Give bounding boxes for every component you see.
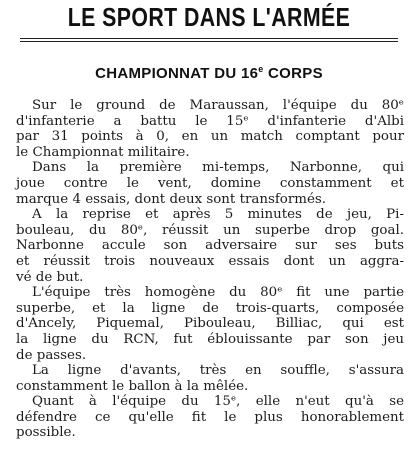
subhead-tail: CORPS [263,65,323,82]
text-line: A la reprise et après 5 minutes de jeu, Pi- [32,207,404,223]
text-line: joue contre le vent, domine constamment et [16,175,404,191]
text-line: possible. [16,425,76,441]
headline-rule [20,38,398,39]
subhead-text: CHAMPIONNAT DU 16 [95,65,259,82]
text-line: par 31 points à 0, en un match comptant pour [16,129,404,145]
text-line: Sur le ground de Maraussan, l'équipe du 80ᵉ [32,98,404,113]
text-line: d'infanterie a battu le 15ᵉ d'infanterie d'Albi [16,113,404,129]
text-line: marque 4 essais, dont deux sont transformés. [16,191,327,207]
text-line: la ligne du RCN, fut éblouissante par son jeu [16,331,404,347]
article-body [16,98,404,441]
headline: LE SPORT DANS L'ARMÉE [67,2,351,32]
text-line: Quant à l'équipe du 15ᵉ, elle n'eut qu'à se [32,394,404,410]
text-line: Dans la première mi-temps, Narbonne, qui [32,160,404,176]
text-line: superbe, et la ligne de trois-quarts, composée [16,300,404,316]
subheadline [0,64,418,82]
text-line: constamment le ballon à la mêlée. [16,378,249,394]
headline-rule-thin [20,41,398,42]
text-line: défendre ce qu'elle fit le plus honorablement [16,409,404,425]
text-line: et réussit trois nouveaux essais dont un aggra- [16,253,404,269]
text-line: de passes. [16,347,87,363]
text-line: le Championnat militaire. [16,144,190,160]
subhead-ordinal: e [258,64,264,74]
text-line: vé de but. [16,269,84,285]
text-line: d'Ancely, Piquemal, Pibouleau, Billiac, qui est [16,316,404,332]
text-line: La ligne d'avants, très en souffle, s'assura [32,363,404,379]
text-line: L'équipe très homogène du 80ᵉ fit une partie [32,285,404,301]
text-line: bouleau, du 80ᵉ, réussit un superbe drop goal. [16,222,404,238]
text-line: Narbonne accule son adversaire sur ses buts [16,238,404,254]
